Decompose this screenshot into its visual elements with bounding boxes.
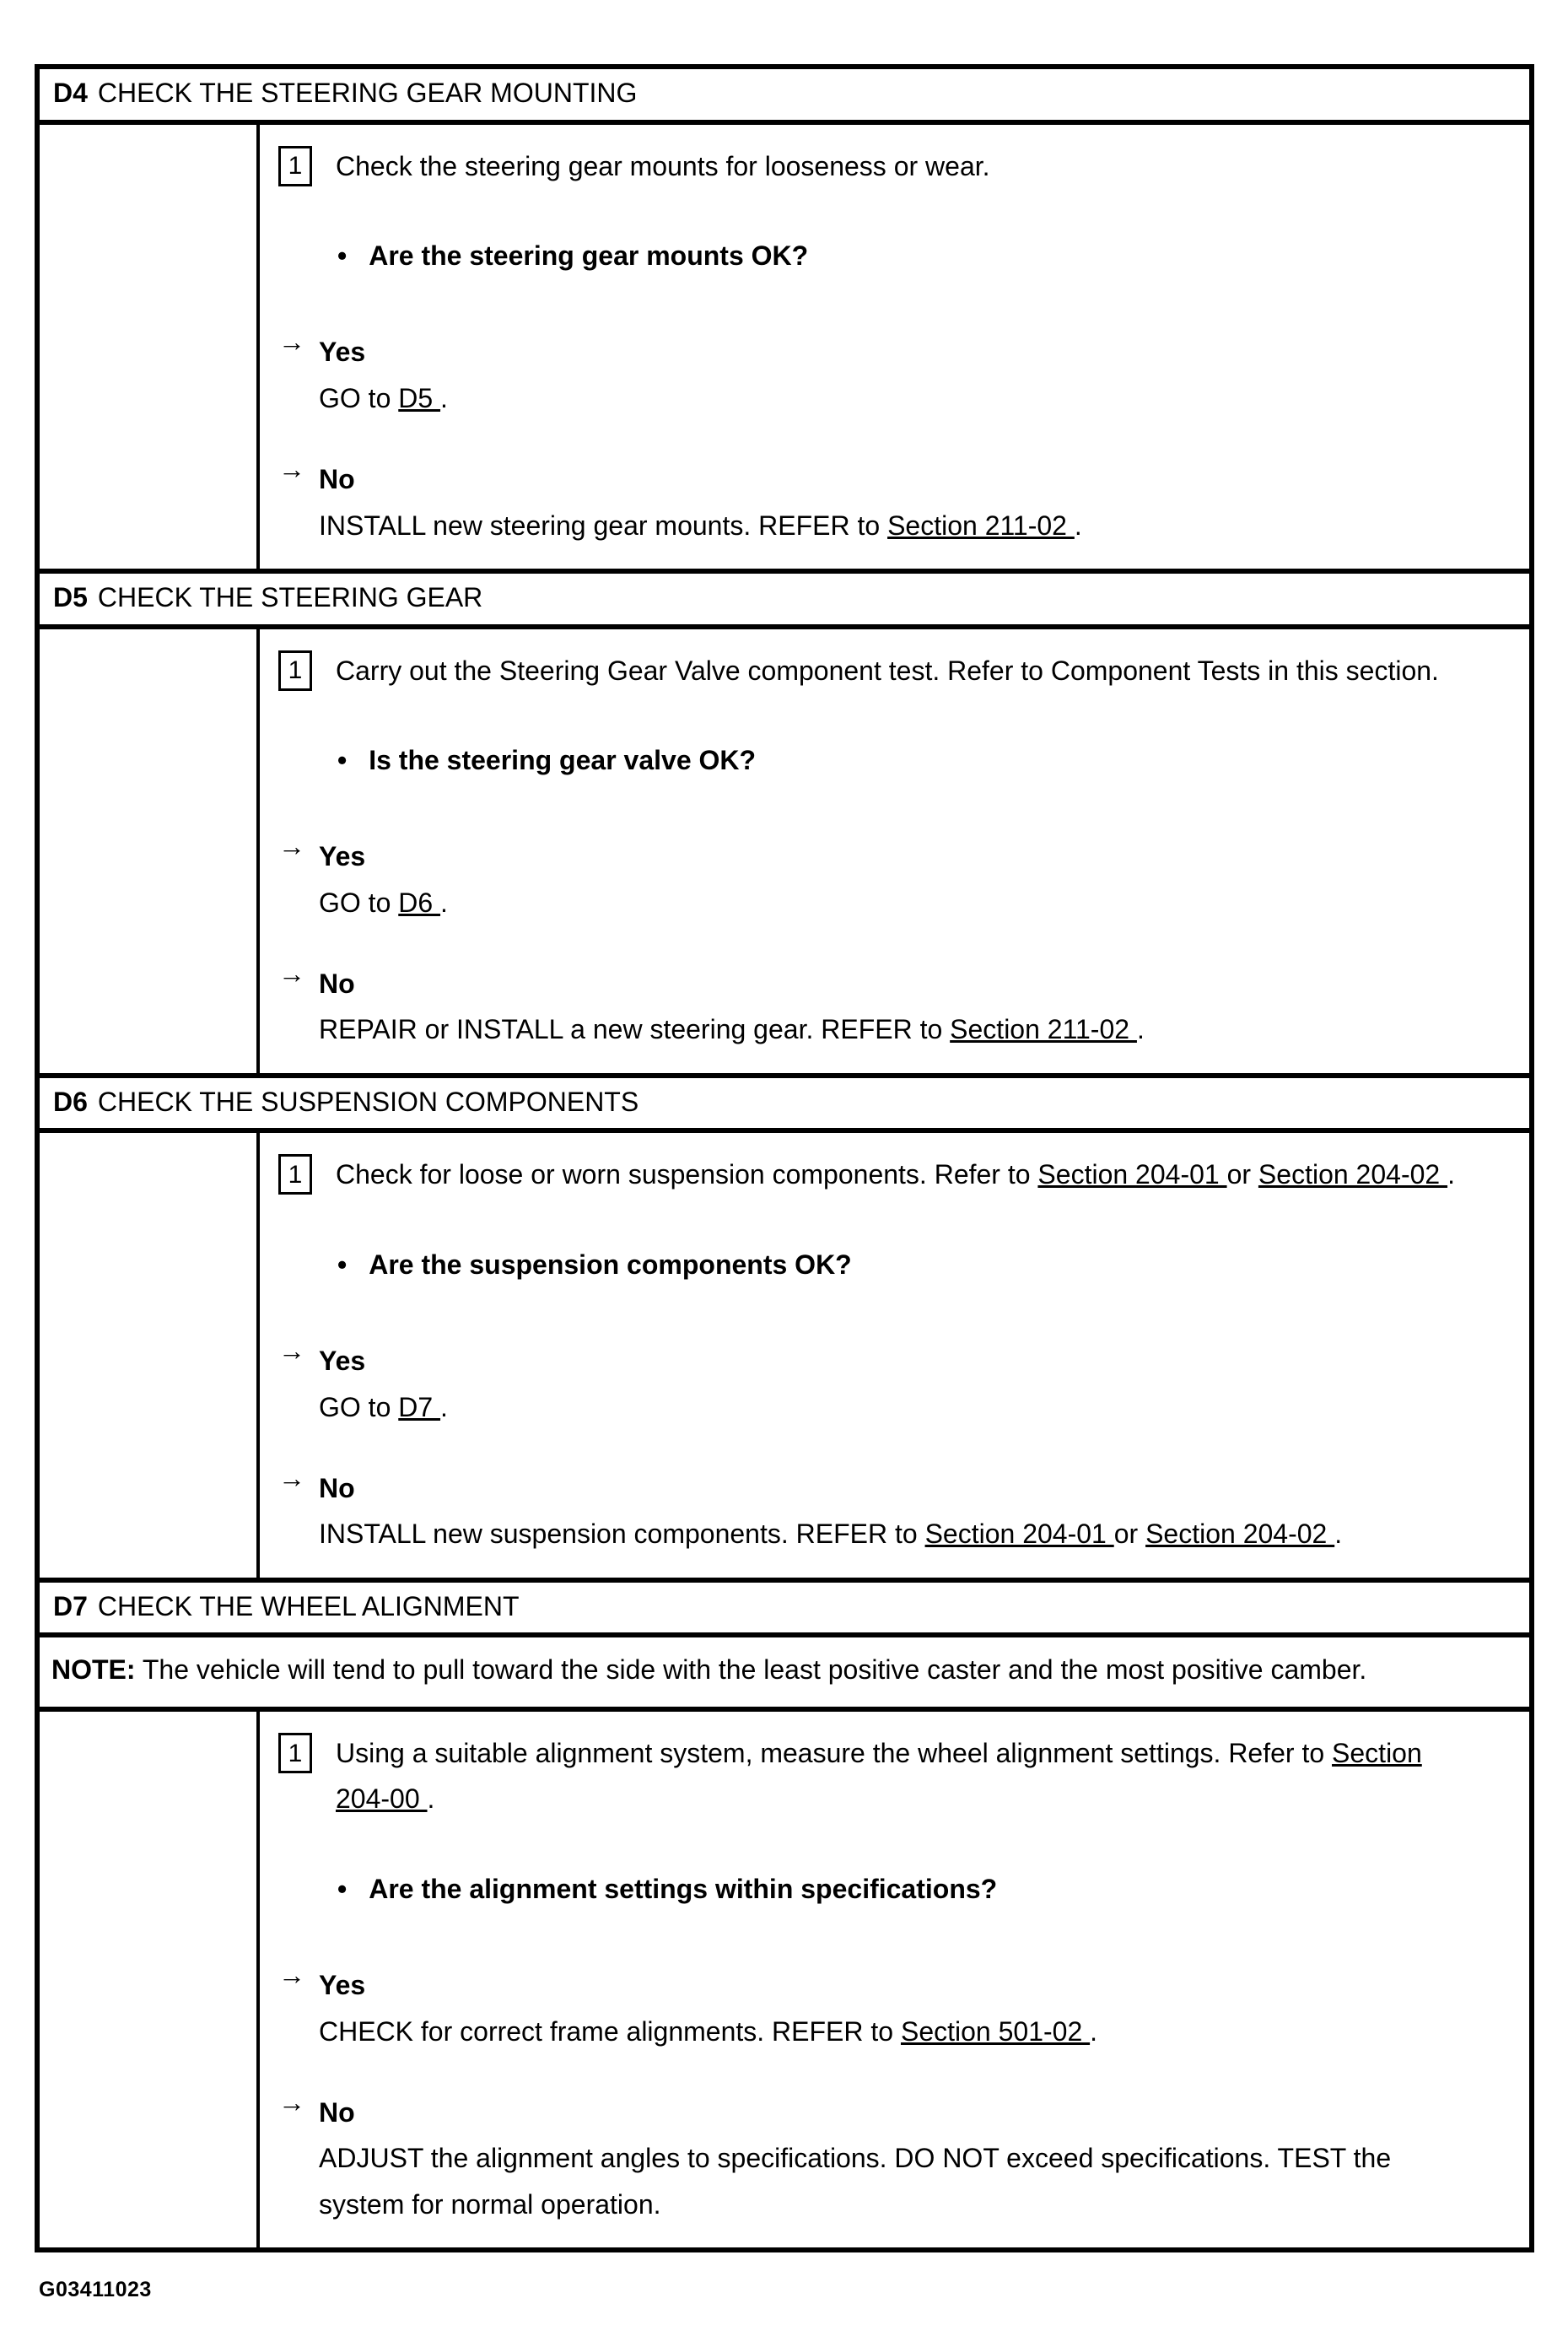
text-run: INSTALL new suspension components. REFER to [319,1519,925,1550]
text-run: Check the steering gear mounts for looseness or wear. [336,150,990,181]
outcome-yes [278,831,1507,925]
arrow-right-icon: → [278,831,305,862]
question-text: Are the steering gear mounts OK? [369,240,809,271]
action-column [40,1712,260,2247]
outcome-label: No [319,2096,355,2128]
question-text: Are the alignment settings within specifications? [369,1873,998,1904]
arrow-right-icon: → [278,326,305,358]
text-run: Using a suitable alignment system, measure the wheel alignment settings. Refer to [336,1738,1333,1768]
test-section [40,69,1529,569]
doc-link[interactable]: Section 204-02 [1145,1519,1335,1550]
step-number-box: 1 [278,650,312,691]
outcome-label: Yes [319,337,366,368]
text-run: . [440,382,448,413]
text-run: . [440,887,448,918]
action-column [40,125,260,569]
section-header [40,1078,1529,1134]
doc-link[interactable]: Section 204-02 [1258,1159,1448,1190]
step-number-box: 1 [278,146,312,186]
outcome-label: Yes [319,1970,366,2001]
note-label: NOTE: [51,1654,136,1686]
test-step [278,648,1507,693]
outcome-label: No [319,464,355,495]
outcome-head [278,1465,1507,1511]
outcome-no [278,2086,1507,2227]
arrow-right-icon: → [278,2086,305,2118]
text-run: . [1090,2015,1098,2047]
outcome-label: Yes [319,1346,366,1377]
section-id: D7 [53,1590,88,1621]
section-body [40,1133,1529,1577]
section-title: CHECK THE STEERING GEAR [97,581,483,612]
text-run: . [1447,1159,1455,1190]
outcome-label: Yes [319,841,366,872]
text-run: GO to [319,1391,399,1422]
text-run: REPAIR or INSTALL a new steering gear. REFER to [319,1014,951,1045]
test-step [278,143,1507,189]
section-id: D6 [53,1086,88,1117]
text-run: . [1334,1519,1343,1550]
bullet-icon: • [337,1249,348,1280]
doc-link[interactable]: D7 [398,1391,441,1422]
detail-column [260,629,1529,1073]
test-step [278,1152,1507,1197]
note-text: The vehicle will tend to pull toward the side with the least positive caster and the most positive camber. [135,1654,1367,1686]
section-body [40,629,1529,1073]
outcome-action [319,2135,1453,2227]
step-text [336,1152,1455,1197]
section-header [40,574,1529,629]
step-text [336,648,1439,693]
doc-link[interactable]: Section 204-01 [924,1519,1114,1550]
text-run: . [1136,1014,1145,1045]
text-run: Check for loose or worn suspension components. Refer to [336,1159,1038,1190]
section-id: D4 [53,78,88,108]
step-text [336,1730,1466,1822]
figure-code: G03411023 [39,2278,152,2302]
detail-column [260,1133,1529,1577]
arrow-right-icon: → [278,1960,305,1991]
step-text [336,143,990,189]
outcome-yes [278,1962,1507,2054]
test-section [40,1073,1529,1578]
outcome-label: No [319,1473,355,1504]
step-number-box: 1 [278,1733,312,1773]
arrow-right-icon: → [278,958,305,990]
pinpoint-test-table [35,64,1534,2252]
text-run: or [1113,1519,1146,1550]
section-title: CHECK THE SUSPENSION COMPONENTS [97,1086,639,1117]
outcome-no [278,958,1507,1053]
doc-link[interactable]: Section 204-00 [336,1738,1422,1815]
outcome-yes [278,1335,1507,1430]
outcome-action [319,375,1453,421]
bullet-icon: • [337,240,348,271]
action-column [40,629,260,1073]
text-run: GO to [319,382,399,413]
outcome-no [278,456,1507,548]
question-text: Is the steering gear valve OK? [369,744,757,775]
doc-link[interactable]: Section 501-02 [900,2015,1091,2047]
outcome-yes [278,326,1507,421]
section-title: CHECK THE WHEEL ALIGNMENT [97,1590,520,1621]
outcome-head [278,958,1507,1006]
step-number-box: 1 [278,1154,312,1195]
text-run: . [440,1391,448,1422]
section-body [40,1712,1529,2247]
outcome-head [278,456,1507,502]
doc-link[interactable]: Section 211-02 [950,1014,1137,1045]
text-run: GO to [319,887,399,918]
text-run: ADJUST the alignment angles to specifications. DO NOT exceed specifications. TEST the system for normal operation. [319,2143,1392,2220]
decision-question [337,1242,1507,1287]
section-id: D5 [53,581,88,612]
section-header [40,69,1529,125]
arrow-right-icon: → [278,1463,305,1494]
doc-link[interactable]: D5 [398,382,441,413]
outcome-action [319,2009,1453,2054]
arrow-right-icon: → [278,454,305,485]
section-body [40,125,1529,569]
bullet-icon: • [337,744,348,775]
arrow-right-icon: → [278,1335,305,1367]
outcome-action [319,1384,1453,1430]
text-run: . [1074,510,1082,541]
note-row [40,1637,1529,1712]
detail-column [260,1712,1529,2247]
test-section [40,1578,1529,2247]
text-run: INSTALL new steering gear mounts. REFER to [319,510,888,541]
bullet-icon: • [337,1873,348,1904]
outcome-head [278,1962,1507,2008]
detail-column [260,125,1529,569]
outcome-head [278,2086,1507,2135]
text-run: Carry out the Steering Gear Valve component test. Refer to Component Tests in this section. [336,655,1439,686]
decision-question [337,1866,1507,1912]
outcome-action [319,1006,1453,1052]
question-text: Are the suspension components OK? [369,1249,852,1280]
decision-question [337,233,1507,278]
text-run: CHECK for correct frame alignments. REFER to [319,2015,901,2047]
doc-link[interactable]: D6 [398,887,441,918]
outcome-label: No [319,968,355,1000]
decision-question [337,737,1507,783]
outcome-no [278,1465,1507,1557]
text-run: . [427,1783,435,1815]
outcome-action [319,880,1453,925]
outcome-head [278,831,1507,879]
test-section [40,569,1529,1073]
section-header [40,1583,1529,1638]
test-step [278,1730,1507,1822]
outcome-head [278,1335,1507,1384]
section-title: CHECK THE STEERING GEAR MOUNTING [97,78,638,108]
doc-link[interactable]: Section 204-01 [1037,1159,1227,1190]
outcome-action [319,1511,1453,1556]
text-run: or [1226,1159,1258,1190]
doc-link[interactable]: Section 211-02 [887,510,1075,541]
outcome-action [319,503,1453,548]
action-column [40,1133,260,1577]
outcome-head [278,326,1507,375]
